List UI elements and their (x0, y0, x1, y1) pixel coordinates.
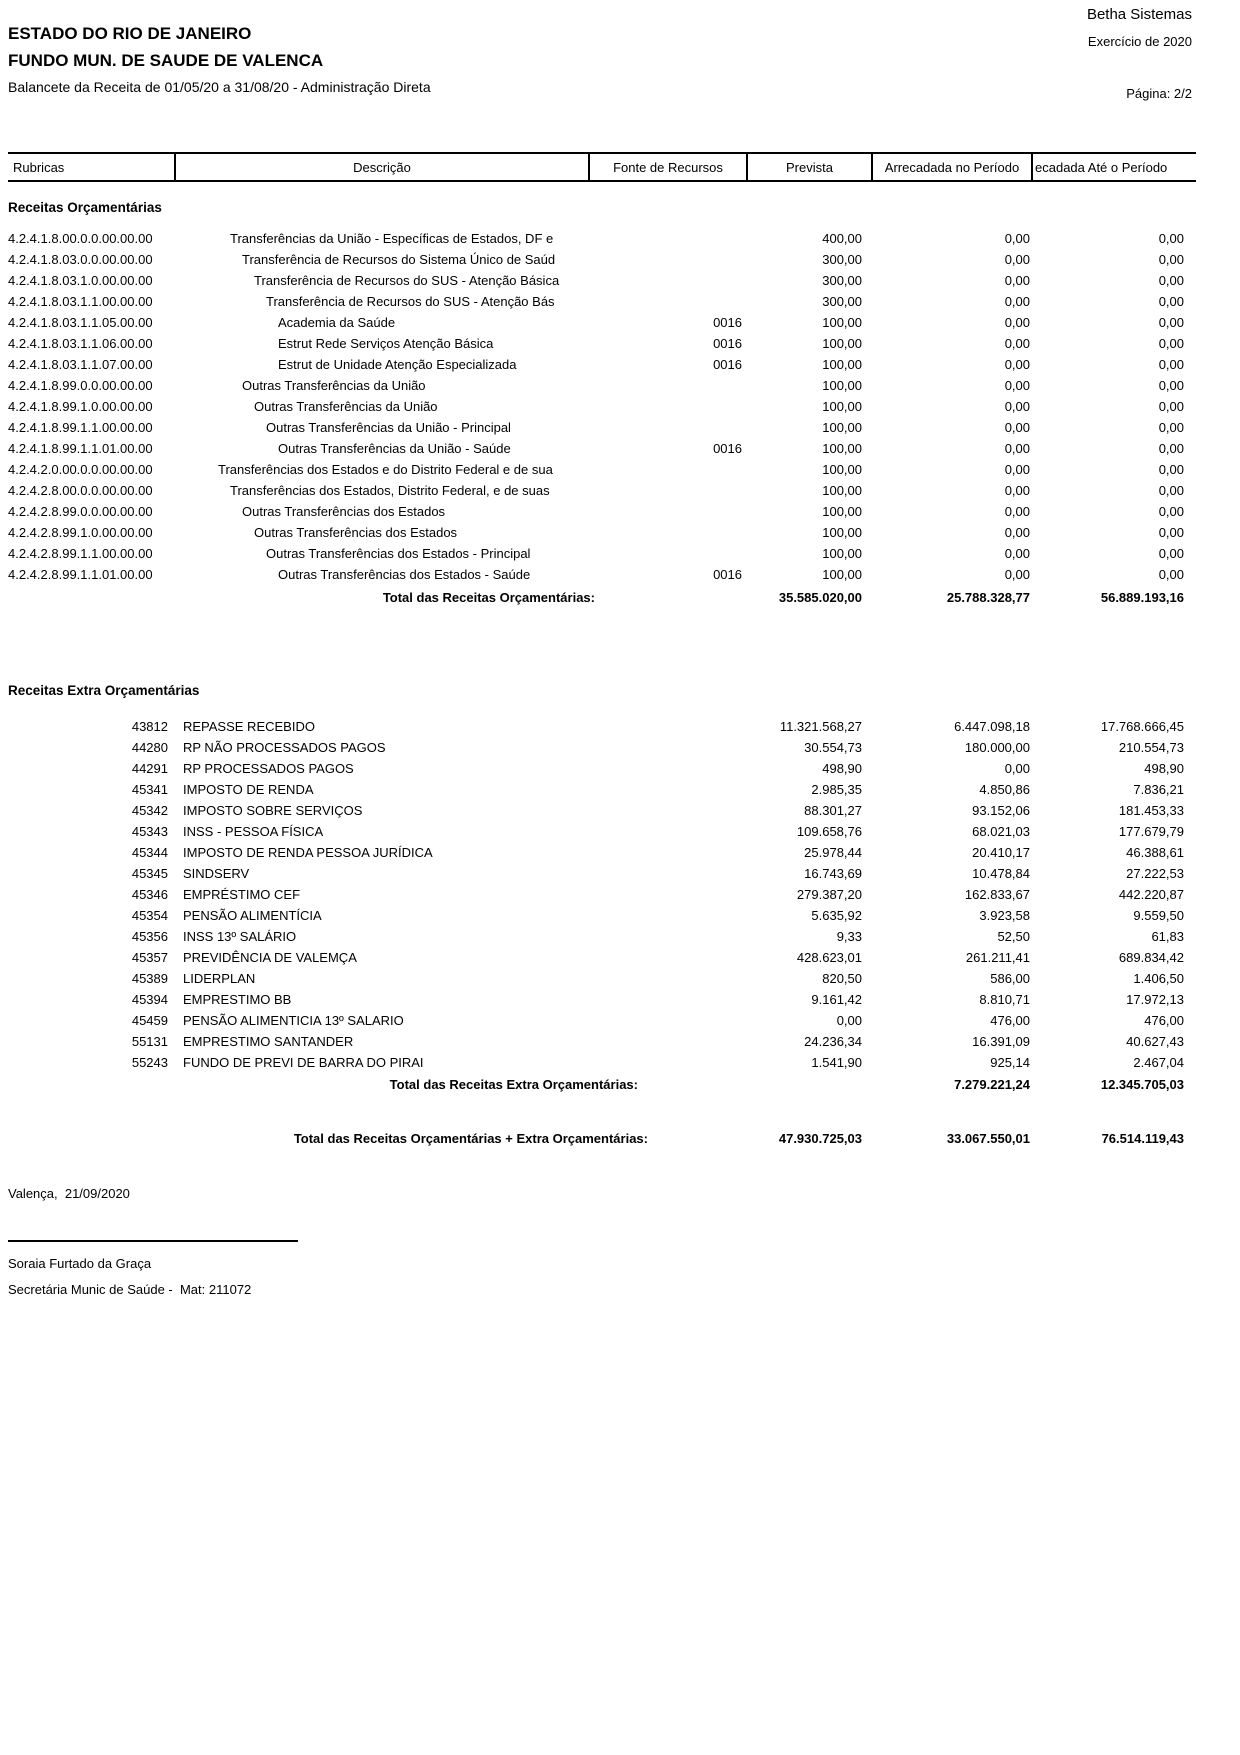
rubrica-code: 4.2.4.2.0.00.0.0.00.00.00 (8, 462, 153, 477)
fonte-recursos-value (590, 543, 748, 564)
column-header-rubricas: Rubricas (8, 154, 176, 180)
prevista-value: 0,00 (836, 1013, 862, 1028)
rubrica-description: Estrut Rede Serviços Atenção Básica (278, 336, 494, 351)
rubrica-description: Outras Transferências dos Estados - Principal (266, 546, 531, 561)
rubrica-code: 4.2.4.1.8.03.1.1.00.00.00 (8, 294, 153, 309)
arrecadada-periodo-value: 4.850,86 (979, 782, 1030, 797)
column-header-arrecadada-ate-o-periodo: ecadada Até o Período (1035, 159, 1168, 175)
rubrica-description: EMPRESTIMO BB (183, 992, 292, 1007)
column-header-arrecadada-no-periodo: Arrecadada no Período (873, 154, 1033, 180)
arrecadada-ate-value: 0,00 (1158, 567, 1184, 582)
arrecadada-periodo-value: 93.152,06 (972, 803, 1030, 818)
section-title-receitas-extra-orcamentarias: Receitas Extra Orçamentárias (8, 683, 200, 698)
table-row (8, 459, 1196, 480)
arrecadada-ate-value: 0,00 (1158, 399, 1184, 414)
arrecadada-periodo-value: 3.923,58 (979, 908, 1030, 923)
column-header-prevista: Prevista (748, 154, 873, 180)
fonte-recursos-value (590, 228, 748, 249)
fonte-recursos-value (590, 779, 748, 800)
arrecadada-periodo-value: 180.000,00 (964, 740, 1030, 755)
fonte-recursos-value (590, 821, 748, 842)
arrecadada-periodo-value: 0,00 (1004, 357, 1030, 372)
fonte-recursos-value (590, 947, 748, 968)
arrecadada-periodo-value: 0,00 (1004, 336, 1030, 351)
arrecadada-ate-value: 689.834,42 (1118, 950, 1184, 965)
orcamentarias-rows (8, 228, 1196, 585)
fonte-recursos-value (590, 737, 748, 758)
arrecadada-periodo-value: 261.211,41 (965, 950, 1030, 965)
signature-line (8, 1240, 298, 1242)
signer-role: Secretária Munic de Saúde - Mat: 211072 (8, 1282, 252, 1297)
arrecadada-periodo-value: 0,00 (1004, 315, 1030, 330)
rubrica-code: 4.2.4.2.8.99.1.0.00.00.00 (8, 525, 153, 540)
table-row (8, 270, 1196, 291)
rubrica-code: 45344 (131, 845, 168, 860)
prevista-value: 109.658,76 (796, 824, 862, 839)
arrecadada-periodo-value: 0,00 (1004, 567, 1030, 582)
arrecadada-ate-value: 0,00 (1158, 525, 1184, 540)
rubrica-description: EMPRESTIMO SANTANDER (183, 1034, 354, 1049)
rubrica-code: 45342 (131, 803, 168, 818)
state-title: ESTADO DO RIO DE JANEIRO (8, 24, 252, 43)
arrecadada-ate-value: 0,00 (1158, 483, 1184, 498)
rubrica-code: 45354 (131, 908, 168, 923)
arrecadada-ate-value: 2.467,04 (1133, 1055, 1184, 1070)
table-row (8, 800, 1196, 821)
arrecadada-ate-value: 7.836,21 (1133, 782, 1184, 797)
rubrica-code: 4.2.4.1.8.03.1.1.07.00.00 (8, 357, 153, 372)
table-row (8, 947, 1196, 968)
prevista-value: 88.301,27 (804, 803, 862, 818)
rubrica-description: Transferência de Recursos do Sistema Único de Saúd (242, 252, 556, 267)
rubrica-code: 45394 (131, 992, 168, 1007)
page-number: Página: 2/2 (1126, 86, 1192, 101)
rubrica-code: 4.2.4.1.8.99.1.0.00.00.00 (8, 399, 153, 414)
arrecadada-ate-value: 0,00 (1158, 294, 1184, 309)
arrecadada-periodo-value: 68.021,03 (972, 824, 1030, 839)
arrecadada-periodo-value: 10.478,84 (972, 866, 1030, 881)
rubrica-description: IMPOSTO DE RENDA (183, 782, 314, 797)
table-row (8, 333, 1196, 354)
table-row (8, 543, 1196, 564)
table-row (8, 1052, 1196, 1073)
arrecadada-periodo-value: 0,00 (1004, 231, 1030, 246)
prevista-value: 100,00 (822, 336, 862, 351)
fonte-recursos-value (590, 480, 748, 501)
grand-total-arrecadada-periodo: 33.067.550,01 (946, 1131, 1030, 1146)
rubrica-code: 43812 (131, 719, 168, 734)
arrecadada-periodo-value: 16.391,09 (972, 1034, 1030, 1049)
fonte-recursos-value (590, 522, 748, 543)
rubrica-description: IMPOSTO DE RENDA PESSOA JURÍDICA (183, 845, 433, 860)
rubrica-code: 45345 (131, 866, 168, 881)
rubrica-description: Academia da Saúde (278, 315, 396, 330)
arrecadada-periodo-value: 925,14 (990, 1055, 1030, 1070)
prevista-value: 5.635,92 (811, 908, 862, 923)
rubrica-code: 4.2.4.2.8.00.0.0.00.00.00 (8, 483, 153, 498)
rubrica-code: 4.2.4.1.8.03.1.1.05.00.00 (8, 315, 153, 330)
table-row (8, 522, 1196, 543)
prevista-value: 300,00 (822, 252, 862, 267)
prevista-value: 100,00 (822, 420, 862, 435)
arrecadada-periodo-value: 8.810,71 (979, 992, 1030, 1007)
table-row (8, 480, 1196, 501)
fonte-recursos-value: 0016 (713, 315, 742, 330)
arrecadada-ate-value: 17.768.666,45 (1100, 719, 1184, 734)
prevista-value: 100,00 (822, 378, 862, 393)
rubrica-code: 4.2.4.1.8.00.0.0.00.00.00 (8, 231, 153, 246)
prevista-value: 100,00 (822, 567, 862, 582)
fonte-recursos-value (590, 758, 748, 779)
arrecadada-periodo-value: 20.410,17 (972, 845, 1030, 860)
fonte-recursos-value (590, 926, 748, 947)
arrecadada-ate-value: 0,00 (1158, 420, 1184, 435)
fonte-recursos-value (590, 375, 748, 396)
arrecadada-ate-value: 210.554,73 (1118, 740, 1184, 755)
arrecadada-periodo-value: 0,00 (1004, 525, 1030, 540)
table-row (8, 716, 1196, 737)
rubrica-description: Transferência de Recursos do SUS - Atenção Bás (266, 294, 555, 309)
prevista-value: 400,00 (822, 231, 862, 246)
extra-orcamentarias-rows (8, 716, 1196, 1073)
rubrica-code: 4.2.4.2.8.99.0.0.00.00.00 (8, 504, 153, 519)
fonte-recursos-value (590, 1031, 748, 1052)
arrecadada-periodo-value: 0,00 (1004, 273, 1030, 288)
table-row (8, 926, 1196, 947)
rubrica-code: 45356 (131, 929, 168, 944)
table-row (8, 842, 1196, 863)
prevista-value: 9.161,42 (811, 992, 862, 1007)
table-row (8, 821, 1196, 842)
rubrica-code: 45341 (131, 782, 168, 797)
fonte-recursos-value (590, 989, 748, 1010)
fonte-recursos-value: 0016 (713, 336, 742, 351)
rubrica-code: 4.2.4.1.8.03.1.0.00.00.00 (8, 273, 153, 288)
fonte-recursos-value: 0016 (713, 441, 742, 456)
arrecadada-periodo-value: 0,00 (1004, 378, 1030, 393)
arrecadada-periodo-value: 476,00 (990, 1013, 1030, 1028)
arrecadada-periodo-value: 0,00 (1004, 252, 1030, 267)
table-row (8, 396, 1196, 417)
prevista-value: 9,33 (836, 929, 862, 944)
prevista-value: 100,00 (822, 546, 862, 561)
table-row (8, 884, 1196, 905)
fonte-recursos-value (590, 863, 748, 884)
table-row (8, 375, 1196, 396)
arrecadada-ate-value: 17.972,13 (1126, 992, 1184, 1007)
arrecadada-periodo-value: 162.833,67 (964, 887, 1030, 902)
rubrica-code: 4.2.4.1.8.99.1.1.01.00.00 (8, 441, 153, 456)
fonte-recursos-value (590, 417, 748, 438)
prevista-value: 16.743,69 (804, 866, 862, 881)
rubrica-description: Outras Transferências dos Estados (242, 504, 446, 519)
table-row (8, 758, 1196, 779)
fonte-recursos-value (590, 968, 748, 989)
prevista-value: 1.541,90 (811, 1055, 862, 1070)
fonte-recursos-value: 0016 (713, 357, 742, 372)
fonte-recursos-value (590, 249, 748, 270)
rubrica-code: 4.2.4.1.8.03.1.1.06.00.00 (8, 336, 153, 351)
rubrica-description: Estrut de Unidade Atenção Especializada (278, 357, 517, 372)
prevista-value: 279.387,20 (796, 887, 862, 902)
rubrica-description: IMPOSTO SOBRE SERVIÇOS (183, 803, 363, 818)
rubrica-code: 45389 (131, 971, 168, 986)
prevista-value: 100,00 (822, 357, 862, 372)
grand-total-prevista: 47.930.725,03 (778, 1131, 862, 1146)
rubrica-description: Outras Transferências dos Estados (254, 525, 458, 540)
arrecadada-ate-value: 0,00 (1158, 252, 1184, 267)
arrecadada-ate-value: 0,00 (1158, 504, 1184, 519)
fonte-recursos-value (590, 1052, 748, 1073)
arrecadada-ate-value: 498,90 (1144, 761, 1184, 776)
arrecadada-ate-value: 0,00 (1158, 546, 1184, 561)
fonte-recursos-value (590, 459, 748, 480)
rubrica-description: Transferências dos Estados e do Distrito Federal e de sua (218, 462, 553, 477)
grand-total-label: Total das Receitas Orçamentárias + Extra Orçamentárias: (293, 1131, 648, 1146)
table-row (8, 1031, 1196, 1052)
rubrica-description: Transferência de Recursos do SUS - Atenção Básica (254, 273, 560, 288)
rubrica-description: INSS - PESSOA FÍSICA (183, 824, 324, 839)
arrecadada-ate-value: 0,00 (1158, 273, 1184, 288)
extra-orcamentarias-total-row (8, 1074, 1196, 1095)
table-row (8, 989, 1196, 1010)
exercise-label: Exercício de 2020 (1087, 34, 1192, 49)
rubrica-description: REPASSE RECEBIDO (183, 719, 315, 734)
fonte-recursos-value (590, 396, 748, 417)
table-row (8, 291, 1196, 312)
rubrica-description: PENSÃO ALIMENTÍCIA (183, 908, 322, 923)
rubrica-description: LIDERPLAN (183, 971, 256, 986)
arrecadada-ate-value: 9.559,50 (1133, 908, 1184, 923)
prevista-value: 100,00 (822, 315, 862, 330)
arrecadada-ate-value: 0,00 (1158, 315, 1184, 330)
arrecadada-ate-value: 0,00 (1158, 441, 1184, 456)
arrecadada-ate-value: 0,00 (1158, 378, 1184, 393)
prevista-value: 100,00 (822, 441, 862, 456)
rubrica-description: Transferências dos Estados, Distrito Federal, e de suas (230, 483, 550, 498)
arrecadada-ate-value: 46.388,61 (1126, 845, 1184, 860)
rubrica-code: 4.2.4.2.8.99.1.1.00.00.00 (8, 546, 153, 561)
prevista-value: 300,00 (822, 294, 862, 309)
prevista-value: 100,00 (822, 399, 862, 414)
prevista-value: 100,00 (822, 462, 862, 477)
prevista-value: 100,00 (822, 525, 862, 540)
section-title-receitas-orcamentarias: Receitas Orçamentárias (8, 200, 162, 215)
fonte-recursos-value: 0016 (713, 567, 742, 582)
arrecadada-periodo-value: 0,00 (1004, 504, 1030, 519)
orcamentarias-total-arrecadada-periodo: 25.788.328,77 (946, 590, 1030, 605)
prevista-value: 498,90 (822, 761, 862, 776)
fonte-recursos-value (590, 291, 748, 312)
table-row (8, 438, 1196, 459)
orcamentarias-total-label: Total das Receitas Orçamentárias: (382, 590, 595, 605)
table-row (8, 312, 1196, 333)
arrecadada-periodo-value: 0,00 (1004, 399, 1030, 414)
arrecadada-ate-value: 181.453,33 (1118, 803, 1184, 818)
prevista-value: 24.236,34 (804, 1034, 862, 1049)
rubrica-code: 44291 (131, 761, 168, 776)
rubrica-description: SINDSERV (183, 866, 250, 881)
arrecadada-ate-value: 40.627,43 (1126, 1034, 1184, 1049)
extra-orcamentarias-total-arrecadada-periodo: 7.279.221,24 (954, 1077, 1030, 1092)
arrecadada-ate-value: 1.406,50 (1133, 971, 1184, 986)
arrecadada-periodo-value: 0,00 (1004, 483, 1030, 498)
arrecadada-periodo-value: 0,00 (1004, 294, 1030, 309)
arrecadada-periodo-value: 0,00 (1004, 761, 1030, 776)
rubrica-code: 4.2.4.1.8.99.1.1.00.00.00 (8, 420, 153, 435)
orcamentarias-total-row (8, 587, 1196, 608)
orcamentarias-total-arrecadada-ate: 56.889.193,16 (1100, 590, 1184, 605)
extra-orcamentarias-total-arrecadada-ate: 12.345.705,03 (1100, 1077, 1184, 1092)
rubrica-code: 45343 (131, 824, 168, 839)
fonte-recursos-value (590, 800, 748, 821)
column-header-descricao: Descrição (176, 154, 590, 180)
revenue-table-header (8, 152, 1196, 182)
entity-title: FUNDO MUN. DE SAUDE DE VALENCA (8, 51, 324, 70)
rubrica-code: 45357 (131, 950, 168, 965)
rubrica-description: Outras Transferências dos Estados - Saúde (278, 567, 531, 582)
arrecadada-ate-value: 442.220,87 (1118, 887, 1184, 902)
arrecadada-periodo-value: 0,00 (1004, 462, 1030, 477)
table-row (8, 905, 1196, 926)
table-row (8, 249, 1196, 270)
fonte-recursos-value (590, 884, 748, 905)
fonte-recursos-value (590, 716, 748, 737)
rubrica-description: Outras Transferências da União - Saúde (278, 441, 511, 456)
rubrica-description: Outras Transferências da União (254, 399, 438, 414)
rubrica-code: 4.2.4.2.8.99.1.1.01.00.00 (8, 567, 153, 582)
rubrica-code: 45346 (131, 887, 168, 902)
rubrica-description: Outras Transferências da União (242, 378, 426, 393)
rubrica-code: 4.2.4.1.8.99.0.0.00.00.00 (8, 378, 153, 393)
arrecadada-ate-value: 0,00 (1158, 336, 1184, 351)
rubrica-code: 44280 (131, 740, 168, 755)
arrecadada-ate-value: 177.679,79 (1118, 824, 1184, 839)
table-row (8, 1010, 1196, 1031)
prevista-value: 11.321.568,27 (779, 719, 862, 734)
arrecadada-periodo-value: 0,00 (1004, 546, 1030, 561)
orcamentarias-total-prevista: 35.585.020,00 (778, 590, 862, 605)
arrecadada-ate-value: 0,00 (1158, 357, 1184, 372)
fonte-recursos-value (590, 905, 748, 926)
arrecadada-periodo-value: 52,50 (997, 929, 1030, 944)
signer-name: Soraia Furtado da Graça (8, 1256, 152, 1271)
fonte-recursos-value (590, 501, 748, 522)
rubrica-description: FUNDO DE PREVI DE BARRA DO PIRAI (183, 1055, 424, 1070)
rubrica-description: RP PROCESSADOS PAGOS (183, 761, 354, 776)
rubrica-description: INSS 13º SALÁRIO (183, 929, 297, 944)
table-row (8, 737, 1196, 758)
arrecadada-ate-value: 476,00 (1144, 1013, 1184, 1028)
fonte-recursos-value (590, 842, 748, 863)
prevista-value: 2.985,35 (811, 782, 862, 797)
table-row (8, 968, 1196, 989)
rubrica-description: PREVIDÊNCIA DE VALEMÇA (183, 950, 357, 965)
rubrica-code: 55131 (131, 1034, 168, 1049)
arrecadada-ate-value: 27.222,53 (1126, 866, 1184, 881)
grand-total-row (8, 1128, 1196, 1149)
arrecadada-ate-value: 0,00 (1158, 462, 1184, 477)
arrecadada-periodo-value: 586,00 (990, 971, 1030, 986)
rubrica-description: RP NÃO PROCESSADOS PAGOS (183, 740, 386, 755)
arrecadada-periodo-value: 6.447.098,18 (954, 719, 1030, 734)
rubrica-code: 4.2.4.1.8.03.0.0.00.00.00 (8, 252, 153, 267)
rubrica-code: 55243 (131, 1055, 168, 1070)
extra-orcamentarias-total-label: Total das Receitas Extra Orçamentárias: (389, 1077, 638, 1092)
report-title: Balancete da Receita de 01/05/20 a 31/08/20 - Administração Direta (8, 79, 431, 95)
arrecadada-periodo-value: 0,00 (1004, 420, 1030, 435)
rubrica-description: Outras Transferências da União - Principal (266, 420, 511, 435)
table-row (8, 863, 1196, 884)
fonte-recursos-value (590, 270, 748, 291)
prevista-value: 100,00 (822, 483, 862, 498)
prevista-value: 428.623,01 (796, 950, 862, 965)
prevista-value: 100,00 (822, 504, 862, 519)
prevista-value: 30.554,73 (804, 740, 862, 755)
fonte-recursos-value (590, 1010, 748, 1031)
arrecadada-periodo-value: 0,00 (1004, 441, 1030, 456)
grand-total-arrecadada-ate: 76.514.119,43 (1101, 1131, 1184, 1146)
place-date: Valença, 21/09/2020 (8, 1186, 130, 1201)
prevista-value: 300,00 (822, 273, 862, 288)
table-row (8, 779, 1196, 800)
column-header-fonte-de-recursos: Fonte de Recursos (590, 154, 748, 180)
prevista-value: 25.978,44 (804, 845, 862, 860)
table-row (8, 501, 1196, 522)
rubrica-description: Transferências da União - Específicas de Estados, DF e (230, 231, 554, 246)
rubrica-code: 45459 (131, 1013, 168, 1028)
table-row (8, 564, 1196, 585)
table-row (8, 354, 1196, 375)
vendor-name: Betha Sistemas (1086, 6, 1192, 23)
rubrica-description: PENSÃO ALIMENTICIA 13º SALARIO (183, 1013, 404, 1028)
table-row (8, 417, 1196, 438)
rubrica-description: EMPRÉSTIMO CEF (183, 887, 301, 902)
arrecadada-ate-value: 61,83 (1151, 929, 1184, 944)
table-row (8, 228, 1196, 249)
arrecadada-ate-value: 0,00 (1158, 231, 1184, 246)
prevista-value: 820,50 (822, 971, 862, 986)
